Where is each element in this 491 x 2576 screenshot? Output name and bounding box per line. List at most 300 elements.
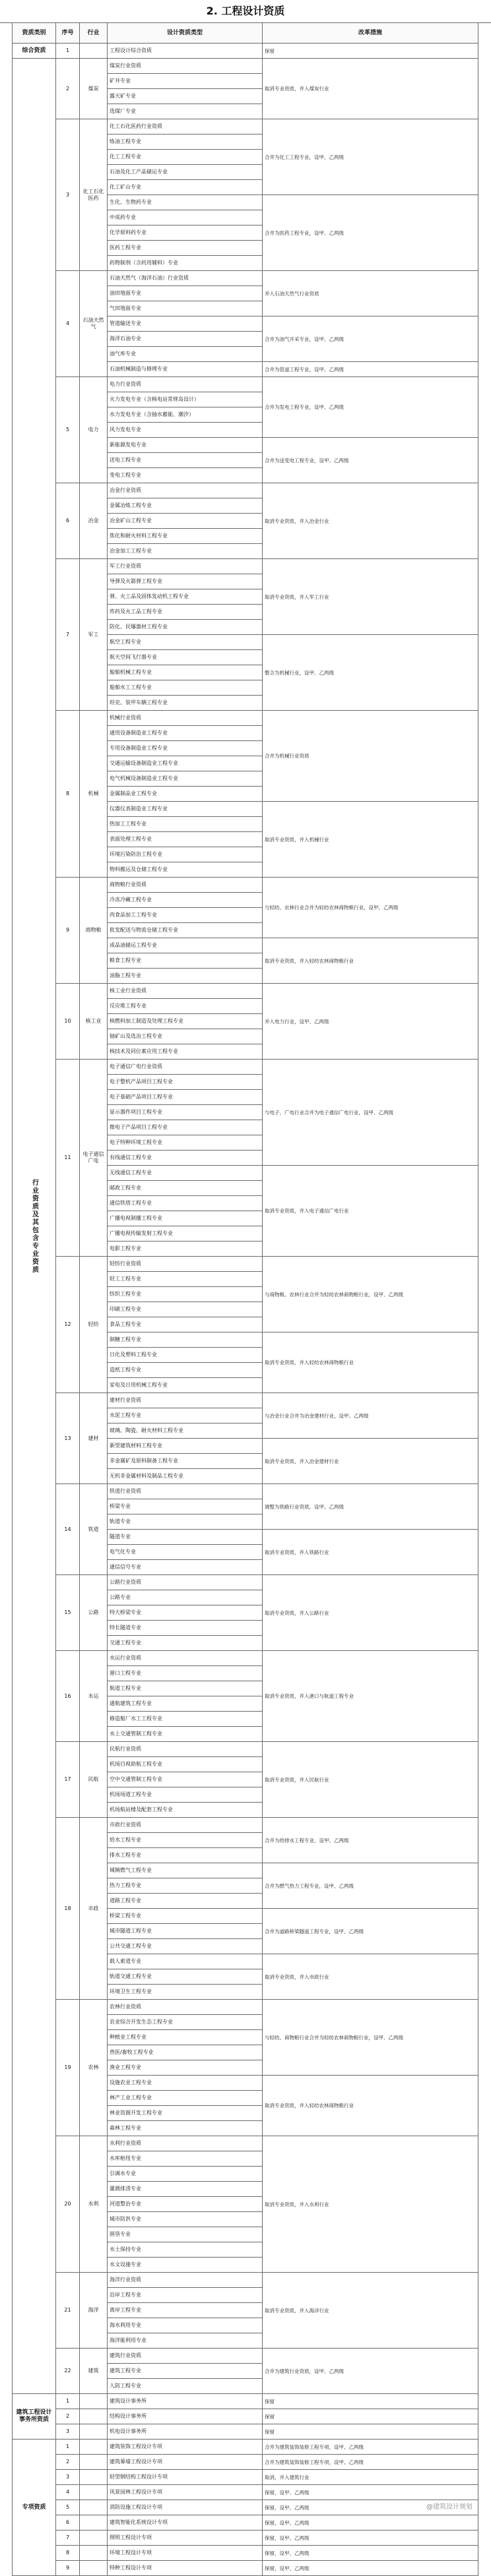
industry-cell: 石油天然气 (80, 271, 108, 377)
item-cell: 金属制品业工程专业 (108, 787, 263, 802)
item-cell: 广播电视制播工程专业 (108, 1211, 263, 1226)
item-cell: 农业综合开发生态工程专业 (108, 2015, 263, 2030)
reform-cell: 合并为建筑装饰装修工程专项，设甲、乙两级 (263, 2455, 478, 2470)
item-cell: 通用设备制造业工程专业 (108, 726, 263, 741)
reform-cell: 取消专业资质，并入港口与航道工程专业 (263, 1651, 478, 1742)
item-cell: 电气化专业 (108, 1545, 263, 1560)
item-cell: 河道整治专业 (108, 2197, 263, 2212)
industry-cell: 机械 (80, 711, 108, 878)
item-cell: 建筑行业资质 (108, 2349, 263, 2364)
item-cell: 公路行业资质 (108, 1575, 263, 1590)
qualification-table (12, 22, 478, 2576)
industry-cell (80, 2561, 108, 2576)
reform-cell: 合并为建筑装饰装修工程专项，设甲、乙两级 (263, 2440, 478, 2455)
reform-cell: 取消专业资质，并入煤炭行业 (263, 59, 478, 119)
industry-cell: 电子通信广电 (80, 1060, 108, 1257)
number-cell: 9 (56, 2561, 80, 2576)
industry-cell: 市政 (80, 1818, 108, 2000)
item-cell: 特种工程设计专项 (108, 2561, 263, 2576)
item-cell: 冶金矿山工程专业 (108, 514, 263, 529)
item-cell: 特大桥梁专业 (108, 1605, 263, 1621)
reform-cell: 取消专业资质，并入铁路行业 (263, 1530, 478, 1575)
item-cell: 成品油储运工程专业 (108, 938, 263, 953)
item-cell: 给水工程专业 (108, 1833, 263, 1848)
table-row (13, 1393, 478, 1408)
number-cell: 8 (56, 711, 80, 878)
industry-cell (80, 2485, 108, 2500)
industry-cell: 水运 (80, 1651, 108, 1742)
item-cell: 风景园林工程设计专项 (108, 2485, 263, 2500)
table-row (13, 984, 478, 999)
reform-cell: 取消专业资质，并入机械行业 (263, 802, 478, 878)
item-cell: 消防设施工程设计专项 (108, 2500, 263, 2515)
item-cell: 核技术及同位素应用工程专业 (108, 1044, 263, 1060)
item-cell: 军工行业资质 (108, 559, 263, 574)
item-cell: 石油天然气（海洋石油）行业资质 (108, 271, 263, 286)
item-cell: 机械行业资质 (108, 711, 263, 726)
number-cell: 5 (56, 2500, 80, 2515)
item-cell: 建筑装饰工程设计专项 (108, 2440, 263, 2455)
item-cell: 冶金加工工程专业 (108, 544, 263, 559)
header-cell: 资质类别 (13, 23, 56, 44)
item-cell: 兽医/畜牧工程专业 (108, 2045, 263, 2060)
reform-cell: 合并为道路桥梁隧道工程专业，设甲、乙两级 (263, 1909, 478, 1954)
industry-cell (80, 2500, 108, 2515)
item-cell: 环境工程设计专项 (108, 2546, 263, 2561)
table-row (13, 2424, 478, 2440)
reform-cell: 保留，设甲、乙两级 (263, 2500, 478, 2515)
item-cell: 化学原料药专业 (108, 225, 263, 241)
table-row (13, 1060, 478, 1075)
reform-cell: 与冶金行业合并为冶金建材行业，设甲、乙两级 (263, 1393, 478, 1439)
number-cell: 5 (56, 377, 80, 483)
item-cell: 油气库专业 (108, 347, 263, 362)
header-cell: 改革措施 (263, 23, 478, 44)
number-cell: 9 (56, 878, 80, 984)
table-row (13, 1651, 478, 1666)
item-cell: 公路专业 (108, 1590, 263, 1605)
item-cell: 空中交通管制工程专业 (108, 1772, 263, 1787)
item-cell: 渔业工程专业 (108, 2060, 263, 2076)
reform-cell: 调整为铁路行业资质，设甲、乙两级 (263, 1484, 478, 1530)
reform-cell: 合并为医药工程专业，设甲、乙两级 (263, 195, 478, 271)
industry-cell: 建材 (80, 1393, 108, 1484)
item-cell: 城市防洪专业 (108, 2212, 263, 2227)
table-row (13, 377, 478, 392)
reform-cell: 取消专业资质，并入民航行业 (263, 1742, 478, 1818)
item-cell: 无机非金属材料及制品工程专业 (108, 1469, 263, 1484)
number-cell: 2 (56, 2409, 80, 2424)
table-row (13, 2546, 478, 2561)
item-cell: 石油及化工产品储运专业 (108, 165, 263, 180)
item-cell: 变电工程专业 (108, 468, 263, 483)
item-cell: 批发配送与物流仓储工程专业 (108, 923, 263, 938)
table-row (13, 1818, 478, 1833)
industry-cell (80, 2455, 108, 2470)
reform-cell: 合并为油气开采专业，设甲、乙两级 (263, 316, 478, 362)
page-title: 2. 工程设计资质 (0, 0, 491, 23)
item-cell: 市政行业资质 (108, 1818, 263, 1833)
reform-cell: 合并为建筑行业资质，设甲、乙两级 (263, 2349, 478, 2394)
item-cell: 炼油工程专业 (108, 135, 263, 150)
number-cell: 18 (56, 1818, 80, 2000)
category-cell: 建筑工程设计事务所资质 (13, 2394, 56, 2440)
table-row (13, 2561, 478, 2576)
industry-cell: 海洋 (80, 2273, 108, 2349)
table-row (13, 711, 478, 726)
item-cell: 水运行业资质 (108, 1651, 263, 1666)
item-cell: 交通工程专业 (108, 1636, 263, 1651)
item-cell: 轨道交通工程专业 (108, 1969, 263, 1985)
item-cell: 离岸工程专业 (108, 2303, 263, 2318)
item-cell: 电子整机产品项目工程专业 (108, 1075, 263, 1090)
item-cell: 轨道专业 (108, 1514, 263, 1530)
item-cell: 核燃料加工制造及处理工程专业 (108, 1014, 263, 1029)
industry-cell (80, 2409, 108, 2424)
item-cell: 气田地面专业 (108, 301, 263, 316)
item-cell: 民航行业资质 (108, 1742, 263, 1757)
table-row (13, 2136, 478, 2151)
item-cell: 露天矿专业 (108, 89, 263, 104)
item-cell: 航空工程专业 (108, 635, 263, 650)
item-cell: 邮政工程专业 (108, 1181, 263, 1196)
item-cell: 化工石化医药行业资质 (108, 119, 263, 135)
reform-cell: 保留 (263, 2424, 478, 2440)
number-cell: 16 (56, 1651, 80, 1742)
industry-cell: 建筑 (80, 2349, 108, 2394)
number-cell: 2 (56, 59, 80, 119)
table-row (13, 2000, 478, 2015)
reform-cell: 取消，并入建筑行业 (263, 2470, 478, 2485)
table-row (13, 2409, 478, 2424)
item-cell: 隧道专业 (108, 1530, 263, 1545)
reform-cell: 取消专业资质，并入电子通信广电行业 (263, 1166, 478, 1257)
table-row (13, 559, 478, 574)
item-cell: 炸药及火工品工程专业 (108, 605, 263, 620)
item-cell: 建筑智能化系统设计专项 (108, 2515, 263, 2531)
table-row (13, 271, 478, 286)
item-cell: 电影工程专业 (108, 1242, 263, 1257)
reform-cell: 取消专业资质，并入军工行业 (263, 559, 478, 635)
industry-cell: 冶金 (80, 483, 108, 559)
item-cell: 设施农业工程专业 (108, 2076, 263, 2091)
item-cell: 灌溉排涝专业 (108, 2182, 263, 2197)
item-cell: 仪器仪表制造业工程专业 (108, 802, 263, 817)
item-cell: 水文设施专业 (108, 2258, 263, 2273)
table-row (13, 59, 478, 74)
industry-cell (80, 2546, 108, 2561)
item-cell: 有线通信工程专业 (108, 1151, 263, 1166)
item-cell: 玻璃、陶瓷、耐火材料工程专业 (108, 1423, 263, 1439)
reform-cell: 与轻纺、商物粮行业合并为轻纺农林商物粮行业，设甲、乙两级 (263, 2000, 478, 2076)
reform-cell: 取消专业资质，并入水利行业 (263, 2136, 478, 2273)
industry-cell (80, 2424, 108, 2440)
reform-cell: 保留 (263, 2409, 478, 2424)
item-cell: 水利行业资质 (108, 2136, 263, 2151)
item-cell: 医药工程专业 (108, 241, 263, 256)
industry-cell: 农林 (80, 2000, 108, 2136)
industry-cell: 水利 (80, 2136, 108, 2273)
item-cell: 专用设备制造业工程专业 (108, 741, 263, 756)
item-cell: 电力行业资质 (108, 377, 263, 392)
item-cell: 工程设计综合资质 (108, 44, 263, 59)
item-cell: 机电设计事务所 (108, 2424, 263, 2440)
item-cell: 通航建筑工程专业 (108, 1696, 263, 1712)
item-cell: 机场场道工程专业 (108, 1787, 263, 1803)
item-cell: 轻工工程专业 (108, 1272, 263, 1287)
item-cell: 管道输送专业 (108, 316, 263, 332)
table-row (13, 1484, 478, 1499)
reform-cell: 与商物粮、农林行业合并为轻纺农林商物粮行业，设甲、乙两级 (263, 1257, 478, 1333)
item-cell: 肉食品加工工程专业 (108, 908, 263, 923)
reform-cell: 保留，设甲、乙两级 (263, 2515, 478, 2531)
number-cell: 10 (56, 984, 80, 1060)
number-cell: 3 (56, 2470, 80, 2485)
item-cell: 药物制剂（含药用辅料）专业 (108, 256, 263, 271)
item-cell: 石油机械制造与修理专业 (108, 362, 263, 377)
table-header-row (13, 23, 478, 44)
number-cell: 12 (56, 1257, 80, 1393)
item-cell: 广播电视传输发射工程专业 (108, 1226, 263, 1242)
item-cell: 化工工程专业 (108, 150, 263, 165)
item-cell: 建筑设计事务所 (108, 2394, 263, 2409)
number-cell: 2 (56, 2455, 80, 2470)
item-cell: 排水工程专业 (108, 1848, 263, 1863)
category-cell: 行业资质及其包含专业资质 (13, 59, 56, 2394)
item-cell: 焦化和耐火材料工程专业 (108, 529, 263, 544)
category-cell: 专项资质 (13, 2440, 56, 2576)
item-cell: 道路工程专业 (108, 1894, 263, 1909)
table-row (13, 1742, 478, 1757)
item-cell: 煤炭行业资质 (108, 59, 263, 74)
number-cell: 20 (56, 2136, 80, 2273)
table-row (13, 2455, 478, 2470)
item-cell: 反应堆工程专业 (108, 999, 263, 1014)
table-row (13, 2440, 478, 2455)
item-cell: 海洋石油专业 (108, 332, 263, 347)
reform-cell: 取消专业资质，并入轻纺农林商物粮行业 (263, 1333, 478, 1393)
reform-cell: 合并为管道工程专业，设甲、乙两级 (263, 362, 478, 377)
industry-cell: 民航 (80, 1742, 108, 1818)
number-cell: 19 (56, 2000, 80, 2136)
item-cell: 铁道行业资质 (108, 1484, 263, 1499)
item-cell: 家电及日用机械工程专业 (108, 1378, 263, 1393)
number-cell: 6 (56, 2515, 80, 2531)
reform-cell: 与电子、广电行业合并为电子通信广电行业，设甲、乙两级 (263, 1060, 478, 1166)
number-cell: 11 (56, 1060, 80, 1257)
item-cell: 物料搬运及仓储工程专业 (108, 862, 263, 878)
number-cell: 7 (56, 2531, 80, 2546)
item-cell: 导弹及火箭弹工程专业 (108, 574, 263, 589)
header-cell: 设计资质类型 (108, 23, 263, 44)
item-cell: 人防工程专业 (108, 2379, 263, 2394)
item-cell: 印刷工程专业 (108, 1302, 263, 1317)
reform-cell: 与轻纺、农林行业合并为轻纺农林商物粮行业，设甲、乙两级 (263, 878, 478, 938)
item-cell: 围垦专业 (108, 2227, 263, 2242)
number-cell: 15 (56, 1575, 80, 1651)
industry-cell: 煤炭 (80, 59, 108, 119)
item-cell: 商物粮行业资质 (108, 878, 263, 893)
number-cell: 1 (56, 44, 80, 59)
reform-cell: 并入石油天然气行业资质 (263, 271, 478, 316)
number-cell: 13 (56, 1393, 80, 1484)
industry-cell: 商物粮 (80, 878, 108, 984)
item-cell: 通信铁塔工程专业 (108, 1196, 263, 1211)
item-cell: 水上交通管制工程专业 (108, 1727, 263, 1742)
item-cell: 桥梁专业 (108, 1499, 263, 1514)
item-cell: 城镇燃气工程专业 (108, 1863, 263, 1878)
item-cell: 风力发电专业 (108, 423, 263, 438)
item-cell: 选煤厂专业 (108, 104, 263, 119)
industry-cell: 军工 (80, 559, 108, 711)
item-cell: 轻纺行业资质 (108, 1257, 263, 1272)
number-cell: 14 (56, 1484, 80, 1575)
item-cell: 日化及塑料工程专业 (108, 1348, 263, 1363)
table-row (13, 2485, 478, 2500)
item-cell: 建筑工程专业 (108, 2364, 263, 2379)
item-cell: 显示器件项目工程专业 (108, 1105, 263, 1120)
industry-cell: 核工业 (80, 984, 108, 1060)
reform-cell: 取消专业资质，并入冶金建材行业 (263, 1439, 478, 1484)
item-cell: 新型建筑材料工程专业 (108, 1439, 263, 1454)
number-cell: 7 (56, 559, 80, 711)
item-cell: 载人索道专业 (108, 1954, 263, 1969)
table-row (13, 2349, 478, 2364)
item-cell: 城市隧道工程专业 (108, 1924, 263, 1939)
reform-cell: 取消专业资质，并入轻纺农林商物粮行业 (263, 2076, 478, 2136)
header-cell: 序号 (56, 23, 80, 44)
industry-cell (80, 2394, 108, 2409)
item-cell: 冷冻冷藏工程专业 (108, 893, 263, 908)
table-row (13, 2500, 478, 2515)
reform-cell: 合并为发电工程专业，设甲、乙两级 (263, 377, 478, 438)
item-cell: 修造船厂水工工程专业 (108, 1712, 263, 1727)
item-cell: 特长隧道专业 (108, 1621, 263, 1636)
table-row (13, 483, 478, 498)
item-cell: 化工矿山专业 (108, 180, 263, 195)
item-cell: 种植业工程专业 (108, 2030, 263, 2045)
item-cell: 制糖工程专业 (108, 1333, 263, 1348)
reform-cell: 保留 (263, 2394, 478, 2409)
number-cell: 1 (56, 2394, 80, 2409)
reform-cell: 保留，设甲、乙两级 (263, 2561, 478, 2576)
table-body (13, 44, 478, 2576)
item-cell: 造纸工程专业 (108, 1363, 263, 1378)
item-cell: 船舶机械工程专业 (108, 665, 263, 680)
watermark: @建筑设计规划 (426, 2503, 473, 2511)
category-cell: 综合资质 (13, 44, 56, 59)
item-cell: 船舶水工工程专业 (108, 680, 263, 696)
item-cell: 水土保持专业 (108, 2242, 263, 2258)
item-cell: 沿岸工程专业 (108, 2288, 263, 2303)
item-cell: 通信信号专业 (108, 1560, 263, 1575)
number-cell: 3 (56, 119, 80, 271)
item-cell: 微电子产品项目工程专业 (108, 1120, 263, 1135)
reform-cell: 保留，设甲、乙两级 (263, 2546, 478, 2561)
number-cell: 6 (56, 483, 80, 559)
item-cell: 表面处理工程专业 (108, 832, 263, 847)
item-cell: 粮食工程专业 (108, 953, 263, 969)
table-row (13, 2394, 478, 2409)
item-cell: 水泥工程专业 (108, 1408, 263, 1423)
table-row (13, 119, 478, 135)
item-cell: 电子通信广电行业资质 (108, 1060, 263, 1075)
item-cell: 轻型钢结构工程设计专项 (108, 2470, 263, 2485)
item-cell: 矿井专业 (108, 74, 263, 89)
item-cell: 冶金行业资质 (108, 483, 263, 498)
item-cell: 新能源发电专业 (108, 438, 263, 453)
table-row (13, 44, 478, 59)
reform-cell: 并入电力行业，设甲、乙两级 (263, 984, 478, 1060)
item-cell: 海洋能利用专业 (108, 2333, 263, 2349)
item-cell: 中成药专业 (108, 210, 263, 225)
reform-cell: 取消专业资质，并入轻纺农林商物粮行业 (263, 938, 478, 984)
reform-cell: 合并为送变电工程专业，设甲、乙两级 (263, 438, 478, 483)
industry-cell: 化工石化医药 (80, 119, 108, 271)
reform-cell: 整合为机械行业，设甲、乙两级 (263, 635, 478, 711)
item-cell: 电子特种环境工程专业 (108, 1135, 263, 1151)
item-cell: 电子基础产品项目工程专业 (108, 1090, 263, 1105)
industry-cell (80, 44, 108, 59)
reform-cell: 合并为燃气热力工程专业，设甲、乙两级 (263, 1863, 478, 1909)
header-cell: 行业 (80, 23, 108, 44)
item-cell: 纺织工程专业 (108, 1287, 263, 1302)
table-row (13, 1257, 478, 1272)
reform-cell: 取消专业资质，并入冶金行业 (263, 483, 478, 559)
industry-cell: 轻纺 (80, 1257, 108, 1393)
item-cell: 金属冶炼工程专业 (108, 498, 263, 514)
item-cell: 照明工程设计专项 (108, 2531, 263, 2546)
item-cell: 环境污染防治工程专业 (108, 847, 263, 862)
item-cell: 坦克、装甲车辆工程专业 (108, 696, 263, 711)
reform-cell: 保留，设甲、乙两级 (263, 2485, 478, 2500)
item-cell: 水力发电专业（含抽水蓄能、潮汐） (108, 407, 263, 423)
reform-cell: 合并为给排水工程专业，设甲、乙两级 (263, 1818, 478, 1863)
industry-cell: 电力 (80, 377, 108, 483)
item-cell: 海洋行业资质 (108, 2273, 263, 2288)
table-row (13, 1575, 478, 1590)
item-cell: 建筑幕墙工程设计专项 (108, 2455, 263, 2470)
table-row (13, 2531, 478, 2546)
industry-cell (80, 2470, 108, 2485)
item-cell: 食品工程专业 (108, 1317, 263, 1333)
number-cell: 4 (56, 271, 80, 377)
item-cell: 航天空间飞行器专业 (108, 650, 263, 665)
item-cell: 火力发电专业（含核电站常规岛设计） (108, 392, 263, 407)
item-cell: 送电工程专业 (108, 453, 263, 468)
table-row (13, 2273, 478, 2288)
item-cell: 林产工业工程专业 (108, 2091, 263, 2106)
item-cell: 弹、火工品及固体发动机工程专业 (108, 589, 263, 605)
number-cell: 22 (56, 2349, 80, 2394)
industry-cell: 铁道 (80, 1484, 108, 1575)
reform-cell: 合并为机械行业资质 (263, 711, 478, 802)
table-row (13, 878, 478, 893)
item-cell: 公共交通工程专业 (108, 1939, 263, 1954)
item-cell: 油田地面专业 (108, 286, 263, 301)
item-cell: 油脂工程专业 (108, 969, 263, 984)
reform-cell: 取消专业资质，并入海洋行业 (263, 2273, 478, 2349)
number-cell: 8 (56, 2546, 80, 2561)
item-cell: 铀矿山及选冶工程专业 (108, 1029, 263, 1044)
item-cell: 建材行业资质 (108, 1393, 263, 1408)
item-cell: 环境卫生工程专业 (108, 1985, 263, 2000)
item-cell: 无线通信工程专业 (108, 1166, 263, 1181)
item-cell: 热加工工程专业 (108, 817, 263, 832)
item-cell: 海水利用专业 (108, 2318, 263, 2333)
item-cell: 防化、民爆器材工程专业 (108, 620, 263, 635)
table-row (13, 2470, 478, 2485)
